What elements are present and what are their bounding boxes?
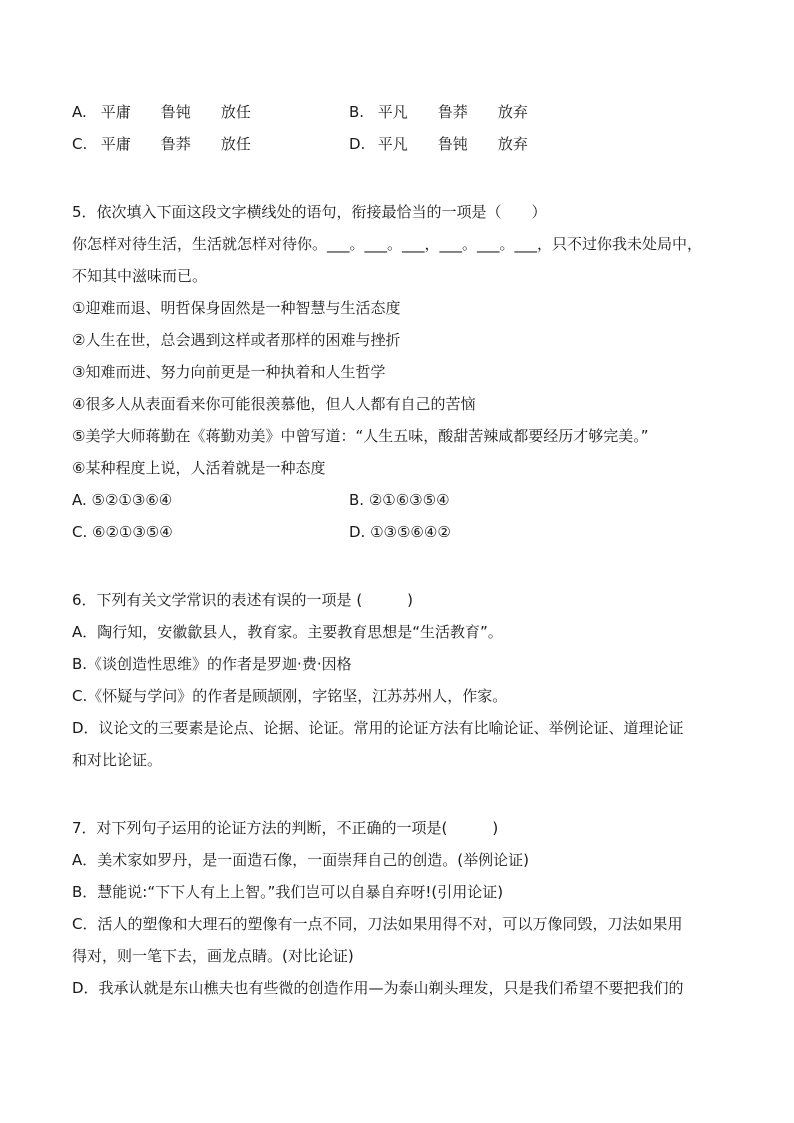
q5-option-b: B. ②①⑥③⑤④ xyxy=(349,491,450,509)
q5-option-d: D. ①③⑤⑥④② xyxy=(349,523,451,541)
q5-option-a: A. ⑤②①③⑥④ xyxy=(72,491,173,509)
q5-item-3: ③知难而进、努力向前更是一种执着和人生哲学 xyxy=(72,363,386,381)
option-word: 平凡 xyxy=(377,103,408,121)
q5-item-5: ⑤美学大师蒋勤在《蒋勤劝美》中曾写道：“人生五味，酸甜苦辣咸都要经历才够完美。” xyxy=(72,427,649,445)
q5-passage-line-1: 你怎样对待生活，生活就怎样对待你。___。___。___，___。___。___，只不过你我未处局中， xyxy=(72,235,703,253)
option-word: 放弃 xyxy=(497,135,528,153)
q6-stem: 6．下列有关文学常识的表述有误的一项是 ( ) xyxy=(72,591,414,609)
spacer xyxy=(72,776,732,812)
q6-option-c: C.《怀疑与学问》的作者是顾颉刚，字铭坚，江苏苏州人，作家。 xyxy=(72,687,508,705)
option-word: 平庸 xyxy=(100,135,131,153)
q6-option-b: B.《谈创造性思维》的作者是罗迦·费·因格 xyxy=(72,655,352,673)
spacer xyxy=(72,548,732,584)
spacer xyxy=(72,160,732,196)
option-letter: D. xyxy=(349,135,366,153)
option-d xyxy=(349,128,669,160)
option-b xyxy=(349,96,669,128)
q5-options-row-cd xyxy=(72,516,732,548)
option-word: 放任 xyxy=(220,135,251,153)
option-word: 鲁钝 xyxy=(160,103,191,121)
option-word: 鲁钝 xyxy=(437,135,468,153)
q5-item-6: ⑥某种程度上说，人活着就是一种态度 xyxy=(72,459,326,477)
q5-option-c: C. ⑥②①③⑤④ xyxy=(72,523,173,541)
option-word: 鲁莽 xyxy=(437,103,468,121)
option-word: 平庸 xyxy=(100,103,131,121)
q6-option-d-line-2: 和对比论证。 xyxy=(72,751,163,769)
q5-stem: 5．依次填入下面这段文字横线处的语句，衔接最恰当的一项是（ ） xyxy=(72,203,547,221)
option-c xyxy=(72,128,349,160)
options-row-ab xyxy=(72,96,732,128)
q7-stem: 7．对下列句子运用的论证方法的判断，不正确的一项是( ) xyxy=(72,819,499,837)
option-letter: C. xyxy=(72,135,88,153)
q6-option-d-line-1: D．议论文的三要素是论点、论据、论证。常用的论证方法有比喻论证、举例论证、道理论证 xyxy=(72,719,684,737)
q7-option-a: A．美术家如罗丹，是一面造石像，一面崇拜自己的创造。(举例论证) xyxy=(72,851,529,869)
options-row-cd xyxy=(72,128,732,160)
q5-item-1: ①迎难而退、明哲保身固然是一种智慧与生活态度 xyxy=(72,299,401,317)
option-word: 放弃 xyxy=(497,103,528,121)
q6-option-a: A．陶行知，安徽歙县人，教育家。主要教育思想是“生活教育”。 xyxy=(72,623,503,641)
exam-page xyxy=(72,96,732,1004)
q5-passage-line-2: 不知其中滋味而已。 xyxy=(72,267,208,285)
option-word: 平凡 xyxy=(377,135,408,153)
option-a xyxy=(72,96,349,128)
q5-options-row-ab xyxy=(72,484,732,516)
q5-item-2: ②人生在世，总会遇到这样或者那样的困难与挫折 xyxy=(72,331,401,349)
option-letter: A. xyxy=(72,103,87,121)
option-letter: B. xyxy=(349,103,365,121)
option-word: 鲁莽 xyxy=(160,135,191,153)
q7-option-b: B．慧能说:“下下人有上上智。”我们岂可以自暴自弃呀!(引用论证) xyxy=(72,883,504,901)
option-word: 放任 xyxy=(220,103,251,121)
q7-option-c-line-1: C．活人的塑像和大理石的塑像有一点不同，刀法如果用得不对，可以万像同毁，刀法如果用 xyxy=(72,915,683,933)
q7-option-d-line-1: D．我承认就是东山樵夫也有些微的创造作用—为泰山剃头理发，只是我们希望不要把我们的 xyxy=(72,979,684,997)
q7-option-c-line-2: 得对，则一笔下去，画龙点睛。(对比论证) xyxy=(72,947,354,965)
q5-item-4: ④很多人从表面看来你可能很羡慕他，但人人都有自己的苦恼 xyxy=(72,395,476,413)
